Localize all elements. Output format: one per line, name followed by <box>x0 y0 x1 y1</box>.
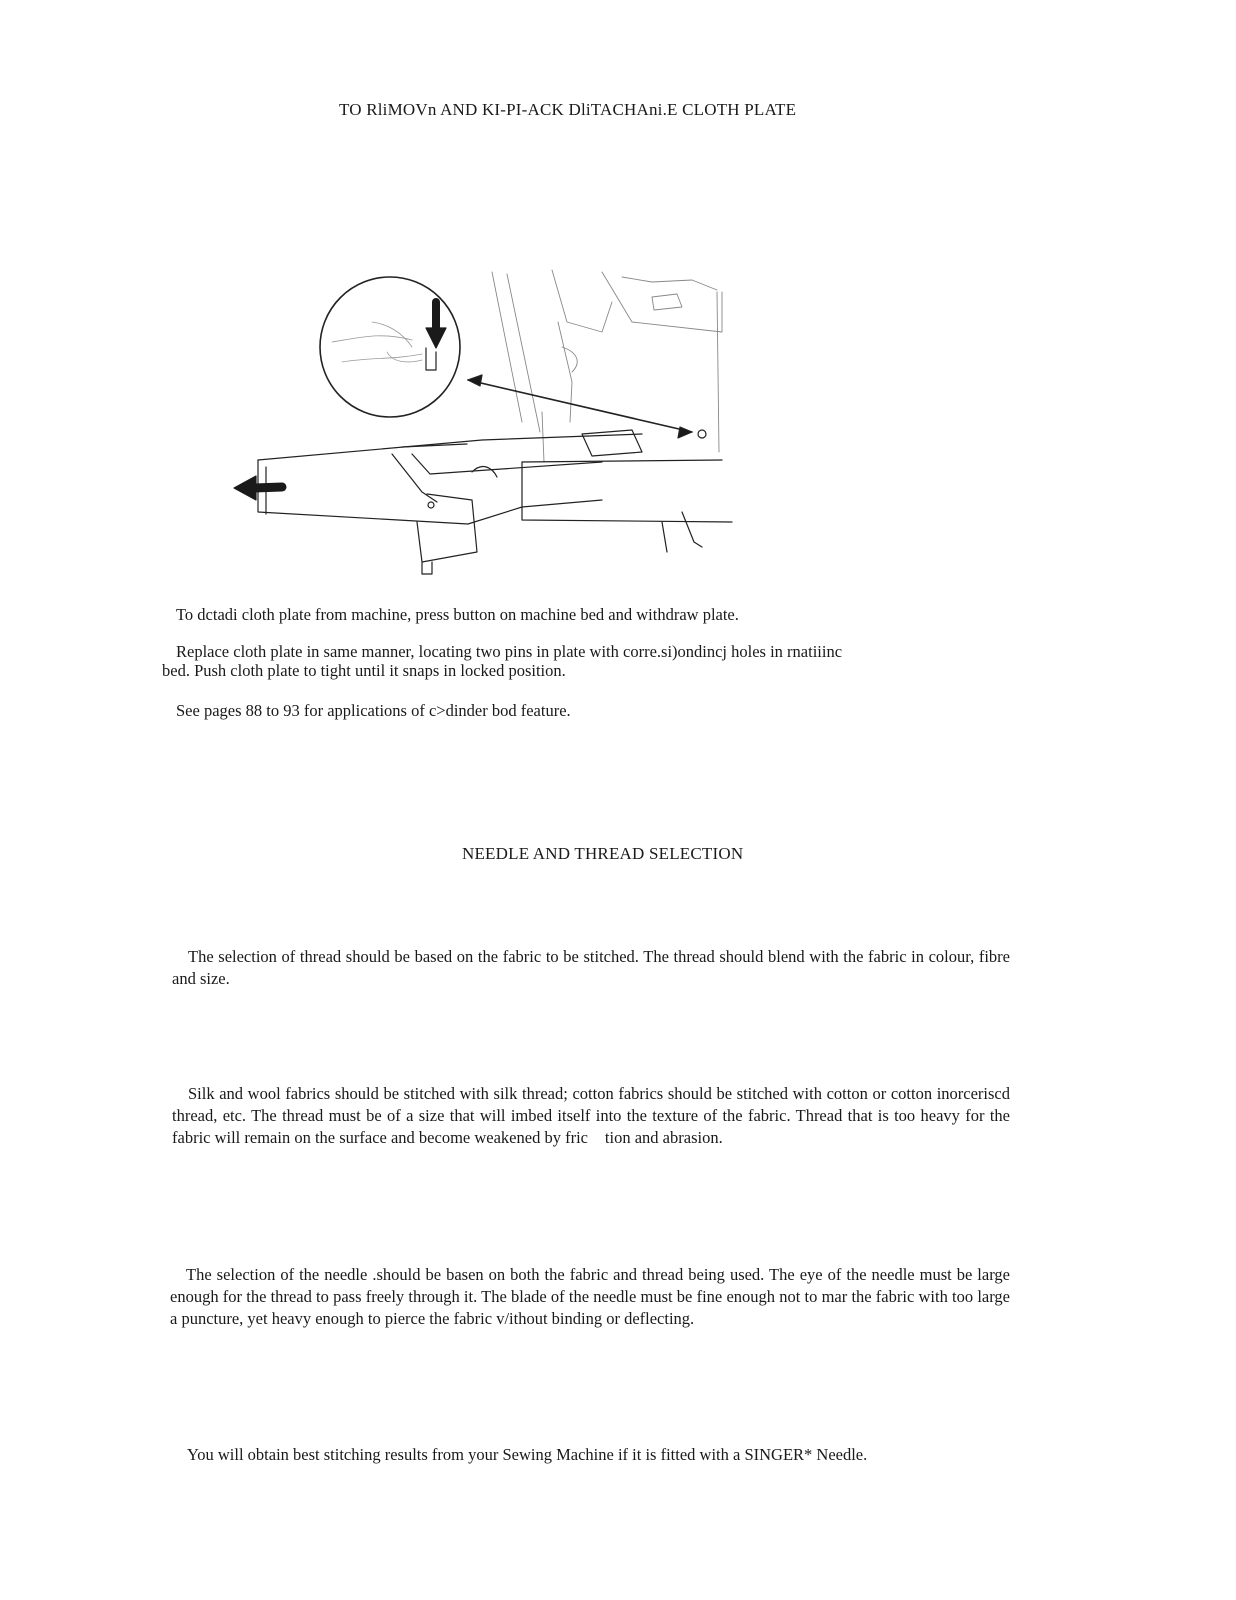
section-title-needle-thread: NEEDLE AND THREAD SELECTION <box>462 844 744 863</box>
paragraph-detach-instruction: To dctadi cloth plate from machine, press button on machine bed and withdraw plate. <box>176 605 739 624</box>
paragraph-replace-line-1: Replace cloth plate in same manner, locating two pins in plate with corre.si)ondincj holes in rnatiiinc <box>176 642 843 661</box>
paragraph-singer-needle: You will obtain best stitching results from your Sewing Machine if it is fitted with a SINGER* Needle. <box>187 1445 868 1464</box>
section-title-cloth-plate: TO RliMOVn AND KI-PI-ACK DliTACHAni.E CLOTH PLATE <box>339 100 797 119</box>
paragraph-see-pages: See pages 88 to 93 for applications of c>dinder bod feature. <box>176 701 571 720</box>
paragraph-replace-line-2: bed. Push cloth plate to tight until it snaps in locked position. <box>162 661 566 680</box>
paragraph-silk-wool: Silk and wool fabrics should be stitched with silk thread; cotton fabrics should be stitched with cotton or cotton inorceriscd thread, etc. The thread must be of a size that will imbed itself into the texture of the fabric. Thread that is too heavy for the fabric will remain on the surface and become weakened by fric  tion and abrasion. <box>172 1084 1010 1147</box>
paragraph-needle-selection: The selection of the needle .should be basen on both the fabric and thread being used. The eye of the needle must be large enough for the thread to pass freely through it. The blade of the needle must be fine enough not to mar the fabric with too large a puncture, yet heavy enough to pierce the fabric v/ithout binding or deflecting. <box>170 1265 1010 1328</box>
paragraph-thread-selection: The selection of thread should be based on the fabric to be stitched. The thread should blend with the fabric in colour, fibre and size. <box>172 947 1010 988</box>
cloth-plate-illustration <box>222 262 742 592</box>
